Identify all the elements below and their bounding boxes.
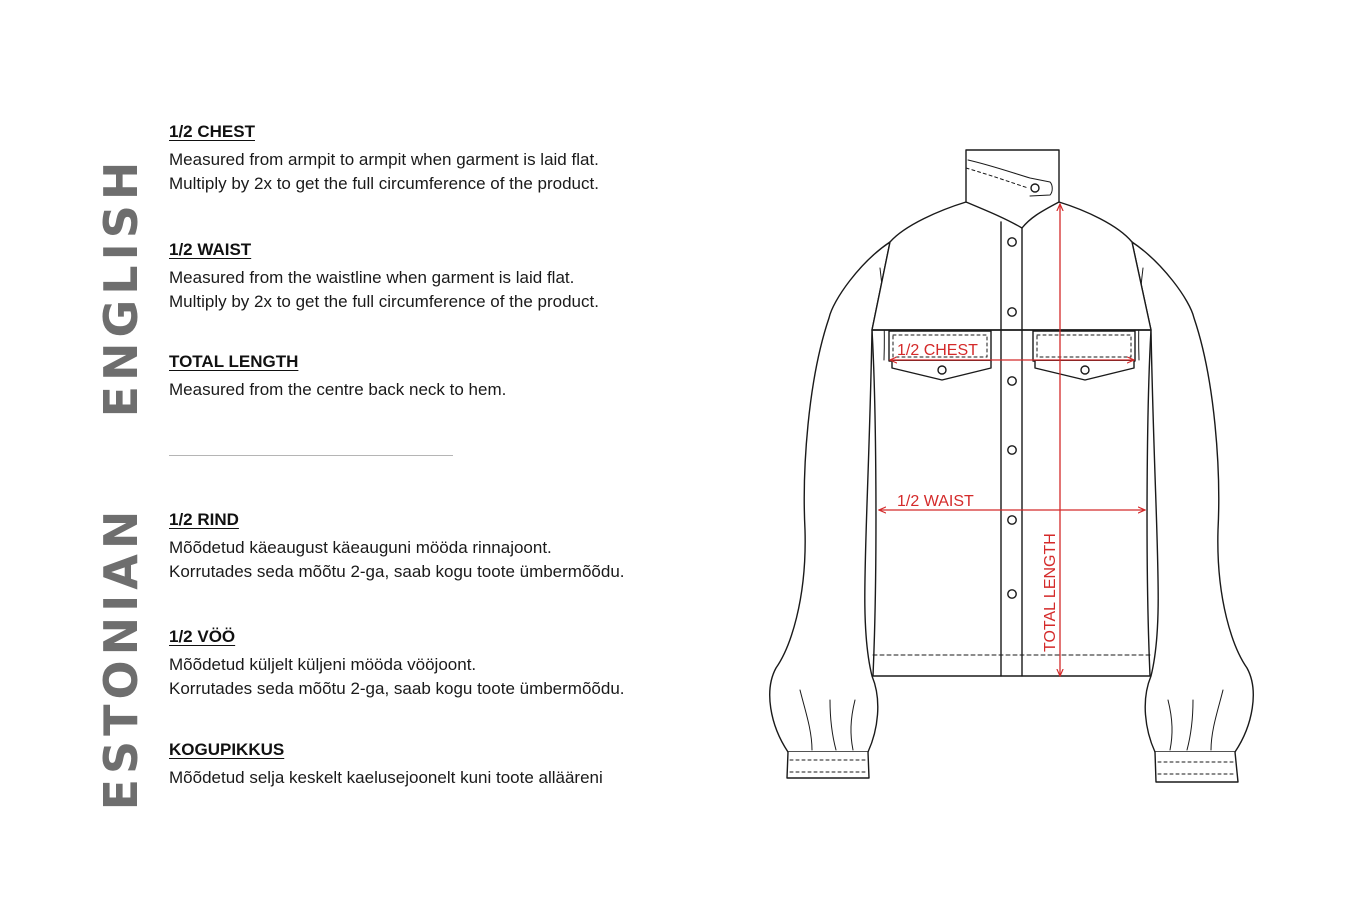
chest-measure-label: 1/2 CHEST	[897, 342, 978, 359]
length-measure-label: TOTAL LENGTH	[1042, 533, 1059, 652]
estonian-chest-section	[169, 510, 729, 584]
jacket-outline	[770, 150, 1253, 782]
kogupikkus-heading: KOGUPIKKUS	[169, 740, 285, 759]
rind-desc-line: Korrutades seda mõõtu 2-ga, saab kogu toote ümbermõõdu.	[169, 562, 625, 581]
english-waist-section	[169, 240, 729, 314]
estonian-side-label: ESTONIAN	[94, 505, 148, 811]
length-heading: TOTAL LENGTH	[169, 352, 299, 371]
chest-desc-line: Multiply by 2x to get the full circumference of the product.	[169, 174, 599, 193]
rind-heading: 1/2 RIND	[169, 510, 239, 529]
length-desc-line: Measured from the centre back neck to hem.	[169, 380, 507, 399]
estonian-waist-section	[169, 627, 729, 701]
waist-measure-label: 1/2 WAIST	[897, 493, 974, 510]
chest-heading: 1/2 CHEST	[169, 122, 255, 141]
kogupikkus-desc-line: Mõõdetud selja keskelt kaelusejoonelt kuni toote allääreni	[169, 768, 603, 787]
english-chest-section	[169, 122, 729, 196]
voo-desc-line: Mõõdetud küljelt küljeni mööda vööjoont.	[169, 655, 477, 674]
waist-heading: 1/2 WAIST	[169, 240, 252, 259]
jacket-diagram	[760, 140, 1270, 800]
section-divider	[169, 455, 453, 456]
voo-heading: 1/2 VÖÖ	[169, 627, 236, 646]
rind-desc-line: Mõõdetud käeaugust käeauguni mööda rinnajoont.	[169, 538, 552, 557]
english-length-section	[169, 352, 729, 402]
waist-desc-line: Measured from the waistline when garment is laid flat.	[169, 268, 575, 287]
left-sleeve	[770, 242, 890, 752]
waist-desc-line: Multiply by 2x to get the full circumference of the product.	[169, 292, 599, 311]
voo-desc-line: Korrutades seda mõõtu 2-ga, saab kogu toote ümbermõõdu.	[169, 679, 625, 698]
estonian-length-section	[169, 740, 729, 790]
english-side-label: ENGLISH	[94, 156, 148, 418]
chest-desc-line: Measured from armpit to armpit when garment is laid flat.	[169, 150, 599, 169]
